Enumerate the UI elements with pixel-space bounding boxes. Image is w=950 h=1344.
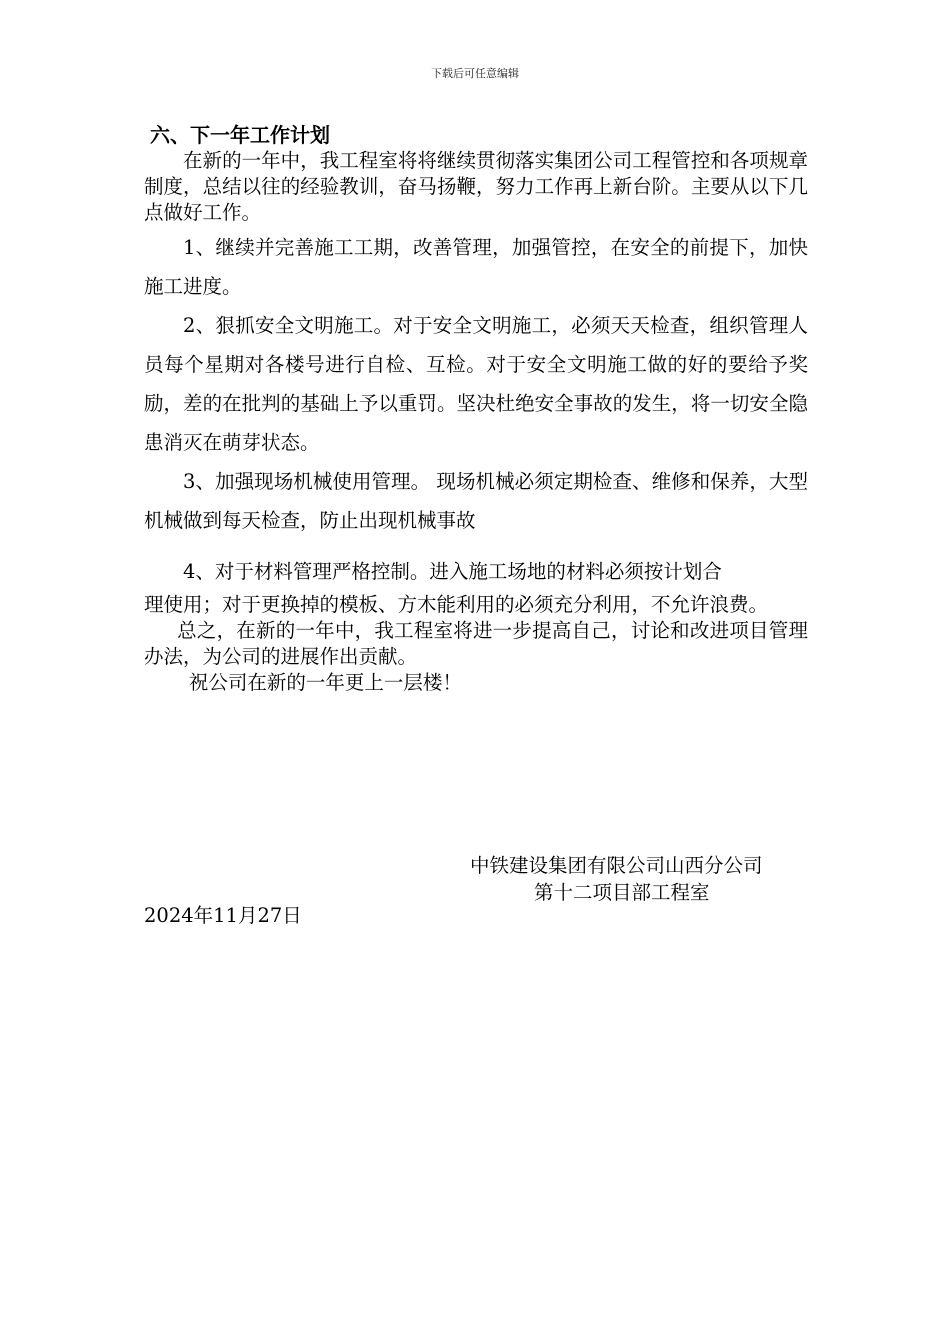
plan-item-2: 2、狠抓安全文明施工。对于安全文明施工，必须天天检查，组织管理人员每个星期对各楼号进行自检、互检。对于安全文明施工做的好的要给予奖励，差的在批判的基础上予以重罚。坚决杜绝安全事故的发生，将一切安全隐患消灭在萌芽状态。	[144, 314, 808, 454]
plan-item-3: 3、加强现场机械使用管理。 现场机械必须定期检查、维修和保养，大型机械做到每天检查，防止出现机械事故	[144, 470, 808, 532]
header-note: 下载后可任意编辑	[431, 67, 519, 80]
document-body	[144, 122, 808, 696]
signature-department: 第十二项目部工程室	[534, 881, 710, 904]
plan-item-4	[144, 552, 808, 618]
signature-block	[470, 852, 810, 906]
intro-paragraph: 在新的一年中，我工程室将将继续贯彻落实集团公司工程管控和各项规章制度，总结以往的经验教训，奋马扬鞭，努力工作再上新台阶。主要从以下几点做好工作。	[144, 149, 808, 224]
signature-date: 2024年11月27日	[144, 904, 302, 927]
signature-organization: 中铁建设集团有限公司山西分公司	[470, 854, 763, 877]
summary-paragraph: 总之，在新的一年中，我工程室将进一步提高自己，讨论和改进项目管理办法，为公司的进展作出贡献。	[144, 619, 808, 668]
plan-item-4-line1: 4、对于材料管理严格控制。进入施工场地的材料必须按计划合	[183, 560, 722, 583]
section-title: 六、下一年工作计划	[150, 123, 330, 147]
plan-item-1: 1、继续并完善施工工期，改善管理，加强管控，在安全的前提下，加快施工进度。	[144, 236, 808, 298]
plan-item-4-rest: 理使用；对于更换掉的模板、方木能利用的必须充分利用，不允许浪费。	[144, 593, 769, 616]
closing-wish: 祝公司在新的一年更上一层楼！	[188, 671, 462, 694]
